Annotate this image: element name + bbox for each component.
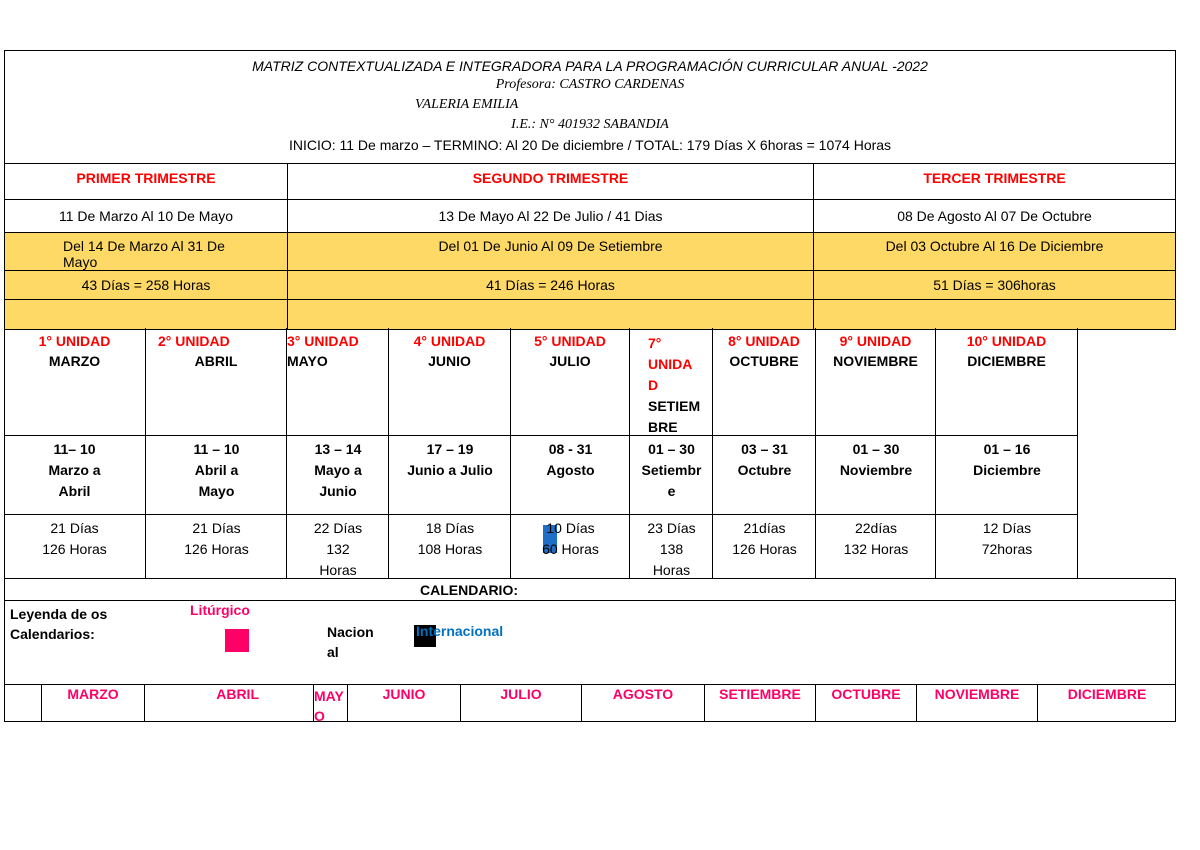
unit-days: 22 Días 132 Horas xyxy=(313,520,363,578)
units-grid xyxy=(4,328,1176,578)
calendar-section xyxy=(4,578,1176,722)
trimester-3-blank xyxy=(813,300,1175,330)
document xyxy=(4,50,1176,724)
calendar-month: NOVIEMBRE xyxy=(934,686,1020,702)
unit-month: MARZO xyxy=(48,353,101,369)
unit-month: DICIEMBRE xyxy=(967,353,1046,369)
trimester-3-name: TERCER TRIMESTRE xyxy=(813,164,1175,200)
unit-month: SETIEM BRE xyxy=(648,398,701,435)
trimester-1-blank xyxy=(5,300,287,330)
unit-dates: 01 – 16 Diciembre xyxy=(973,441,1041,478)
unit-column xyxy=(4,328,145,578)
unit-column xyxy=(815,328,935,578)
unit-title: 3° UNIDAD xyxy=(287,333,359,349)
legend-nacional-label: Nacion al xyxy=(327,624,374,660)
unit-title: 10° UNIDAD xyxy=(966,333,1047,349)
unit-month: OCTUBRE xyxy=(729,353,799,369)
unit-month: NOVIEMBRE xyxy=(833,353,918,369)
trimester-1-hours: 43 Días = 258 Horas xyxy=(5,271,287,300)
trimester-2-period: Del 01 De Junio Al 09 De Setiembre xyxy=(287,233,813,271)
calendar-month: ABRIL xyxy=(216,686,259,702)
unit-column xyxy=(935,328,1077,578)
calendar-month: MAY O xyxy=(314,688,344,724)
unit-column xyxy=(510,328,629,578)
unit-column xyxy=(629,328,712,578)
unit-days: 22días 132 Horas xyxy=(843,520,909,557)
calendar-month: SETIEMBRE xyxy=(719,686,801,702)
unit-days: 10 Días 60 Horas xyxy=(542,520,599,557)
unit-month: JULIO xyxy=(549,353,591,369)
calendar-month: DICIEMBRE xyxy=(1067,686,1147,702)
trimester-2-blank xyxy=(287,300,813,330)
legend-label: Leyenda de os Calendarios: xyxy=(10,606,108,642)
unit-days: 21días 126 Horas xyxy=(732,520,797,557)
unit-title: 7° UNIDA D xyxy=(648,335,693,393)
unit-days: 18 Días 108 Horas xyxy=(417,520,483,557)
unit-dates: 01 – 30 Setiembr e xyxy=(641,441,702,499)
unit-dates: 13 – 14 Mayo a Junio xyxy=(314,441,362,499)
calendar-month: JULIO xyxy=(500,686,542,702)
unit-title: 9° UNIDAD xyxy=(839,333,912,349)
liturgico-swatch xyxy=(225,629,249,652)
teacher-label: Profesora: CASTRO CARDENAS xyxy=(495,77,685,92)
unit-dates: 11 – 10 Abril a Mayo xyxy=(193,441,240,499)
trimester-2-name: SEGUNDO TRIMESTRE xyxy=(287,164,813,200)
unit-column xyxy=(145,328,286,578)
trimester-3-period: Del 03 Octubre Al 16 De Diciembre xyxy=(813,233,1175,271)
trimester-table xyxy=(4,164,1176,330)
unit-dates: 01 – 30 Noviembre xyxy=(839,441,913,478)
unit-days: 21 Días 126 Horas xyxy=(184,520,249,557)
trimester-3-hours: 51 Días = 306horas xyxy=(813,271,1175,300)
unit-title: 2° UNIDAD xyxy=(158,333,230,349)
trimester-2-range: 13 De Mayo Al 22 De Julio / 41 Dias xyxy=(287,200,813,233)
trimester-3-range: 08 De Agosto Al 07 De Octubre xyxy=(813,200,1175,233)
unit-title: 8° UNIDAD xyxy=(728,333,800,349)
calendar-month: MARZO xyxy=(67,686,119,702)
calendar-month: OCTUBRE xyxy=(831,686,901,702)
unit-days: 12 Días 72horas xyxy=(981,520,1033,557)
legend-liturgico-label: Litúrgico xyxy=(190,602,250,618)
schedule-summary: INICIO: 11 De marzo – TERMINO: Al 20 De diciembre / TOTAL: 179 Días X 6horas = 1074 Horas xyxy=(288,137,892,153)
trimester-1-range: 11 De Marzo Al 10 De Mayo xyxy=(5,200,287,233)
trimester-1-period: Del 14 De Marzo Al 31 De Mayo xyxy=(5,233,287,271)
unit-month: ABRIL xyxy=(194,353,238,369)
unit-title: 1° UNIDAD xyxy=(38,333,111,349)
unit-dates: 03 – 31 Octubre xyxy=(737,441,792,478)
unit-dates: 17 – 19 Junio a Julio xyxy=(407,441,493,478)
unit-dates: 08 - 31 Agosto xyxy=(546,441,595,478)
unit-days: 23 Días 138 Horas xyxy=(647,520,696,578)
unit-dates: 11– 10 Marzo a Abril xyxy=(48,441,101,499)
teacher-name: VALERIA EMILIA xyxy=(415,97,519,112)
document-title: MATRIZ CONTEXTUALIZADA E INTEGRADORA PARA LA PROGRAMACIÓN CURRICULAR ANUAL -2022 xyxy=(252,58,928,74)
trimester-2-hours: 41 Días = 246 Horas xyxy=(287,271,813,300)
unit-title: 5° UNIDAD xyxy=(534,333,606,349)
calendar-month: AGOSTO xyxy=(612,686,674,702)
school-name: I.E.: N° 401932 SABANDIA xyxy=(511,117,669,132)
calendar-month: JUNIO xyxy=(382,686,426,702)
legend-internacional-label: Internacional xyxy=(416,623,504,639)
unit-column xyxy=(388,328,510,578)
unit-column xyxy=(286,328,388,578)
unit-title: 4° UNIDAD xyxy=(413,333,486,349)
unit-days: 21 Días 126 Horas xyxy=(42,520,107,557)
calendar-title: CALENDARIO: xyxy=(420,582,518,598)
unit-month: MAYO xyxy=(287,353,328,369)
unit-month: JUNIO xyxy=(428,353,471,369)
unit-column xyxy=(712,328,815,578)
document-header xyxy=(4,50,1176,164)
trimester-1-name: PRIMER TRIMESTRE xyxy=(5,164,287,200)
